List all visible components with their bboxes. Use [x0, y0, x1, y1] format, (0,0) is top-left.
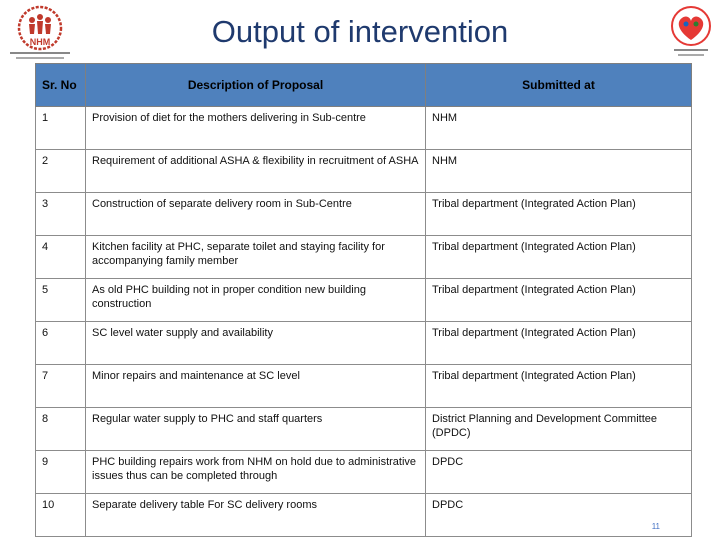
cell-submitted-at: NHM — [426, 150, 692, 193]
cell-description: SC level water supply and availability — [86, 322, 426, 365]
table-row — [36, 408, 692, 451]
table-row — [36, 279, 692, 322]
heart-family-logo — [664, 4, 718, 62]
table-row — [36, 236, 692, 279]
column-header-description: Description of Proposal — [86, 64, 426, 107]
cell-sr-no: 9 — [36, 451, 86, 494]
table-row — [36, 107, 692, 150]
cell-sr-no: 4 — [36, 236, 86, 279]
table-row — [36, 451, 692, 494]
column-header-submitted-at: Submitted at — [426, 64, 692, 107]
cell-sr-no: 10 — [36, 494, 86, 537]
cell-submitted-at: Tribal department (Integrated Action Plan) — [426, 365, 692, 408]
cell-submitted-at: District Planning and Development Committee (DPDC) — [426, 408, 692, 451]
cell-sr-no: 8 — [36, 408, 86, 451]
cell-submitted-at: Tribal department (Integrated Action Plan) — [426, 322, 692, 365]
cell-description: Requirement of additional ASHA & flexibility in recruitment of ASHA — [86, 150, 426, 193]
cell-sr-no: 3 — [36, 193, 86, 236]
column-header-sr-no: Sr. No — [36, 64, 86, 107]
cell-sr-no: 2 — [36, 150, 86, 193]
table-row — [36, 494, 692, 537]
cell-description: Construction of separate delivery room in Sub-Centre — [86, 193, 426, 236]
cell-submitted-at: Tribal department (Integrated Action Plan) — [426, 236, 692, 279]
table-row — [36, 150, 692, 193]
nhm-logo-text: NHM — [29, 37, 51, 47]
table-row — [36, 365, 692, 408]
cell-sr-no: 6 — [36, 322, 86, 365]
cell-description: Kitchen facility at PHC, separate toilet and staying facility for accompanying family member — [86, 236, 426, 279]
intervention-table — [35, 63, 692, 537]
table-row — [36, 322, 692, 365]
cell-description: PHC building repairs work from NHM on hold due to administrative issues thus can be completed through — [86, 451, 426, 494]
cell-submitted-at: Tribal department (Integrated Action Plan) — [426, 279, 692, 322]
cell-submitted-at: DPDC — [426, 451, 692, 494]
cell-sr-no: 7 — [36, 365, 86, 408]
table-row — [36, 193, 692, 236]
page-number: 11 — [651, 522, 660, 531]
cell-submitted-at: Tribal department (Integrated Action Plan) — [426, 193, 692, 236]
cell-description: Provision of diet for the mothers delivering in Sub-centre — [86, 107, 426, 150]
cell-sr-no: 5 — [36, 279, 86, 322]
page-title: Output of intervention — [211, 14, 509, 49]
cell-submitted-at: DPDC — [426, 494, 692, 537]
cell-description: Minor repairs and maintenance at SC level — [86, 365, 426, 408]
cell-description: As old PHC building not in proper condition new building construction — [86, 279, 426, 322]
cell-description: Regular water supply to PHC and staff quarters — [86, 408, 426, 451]
table-header-row — [36, 64, 692, 107]
cell-submitted-at: NHM — [426, 107, 692, 150]
cell-sr-no: 1 — [36, 107, 86, 150]
cell-description: Separate delivery table For SC delivery rooms — [86, 494, 426, 537]
